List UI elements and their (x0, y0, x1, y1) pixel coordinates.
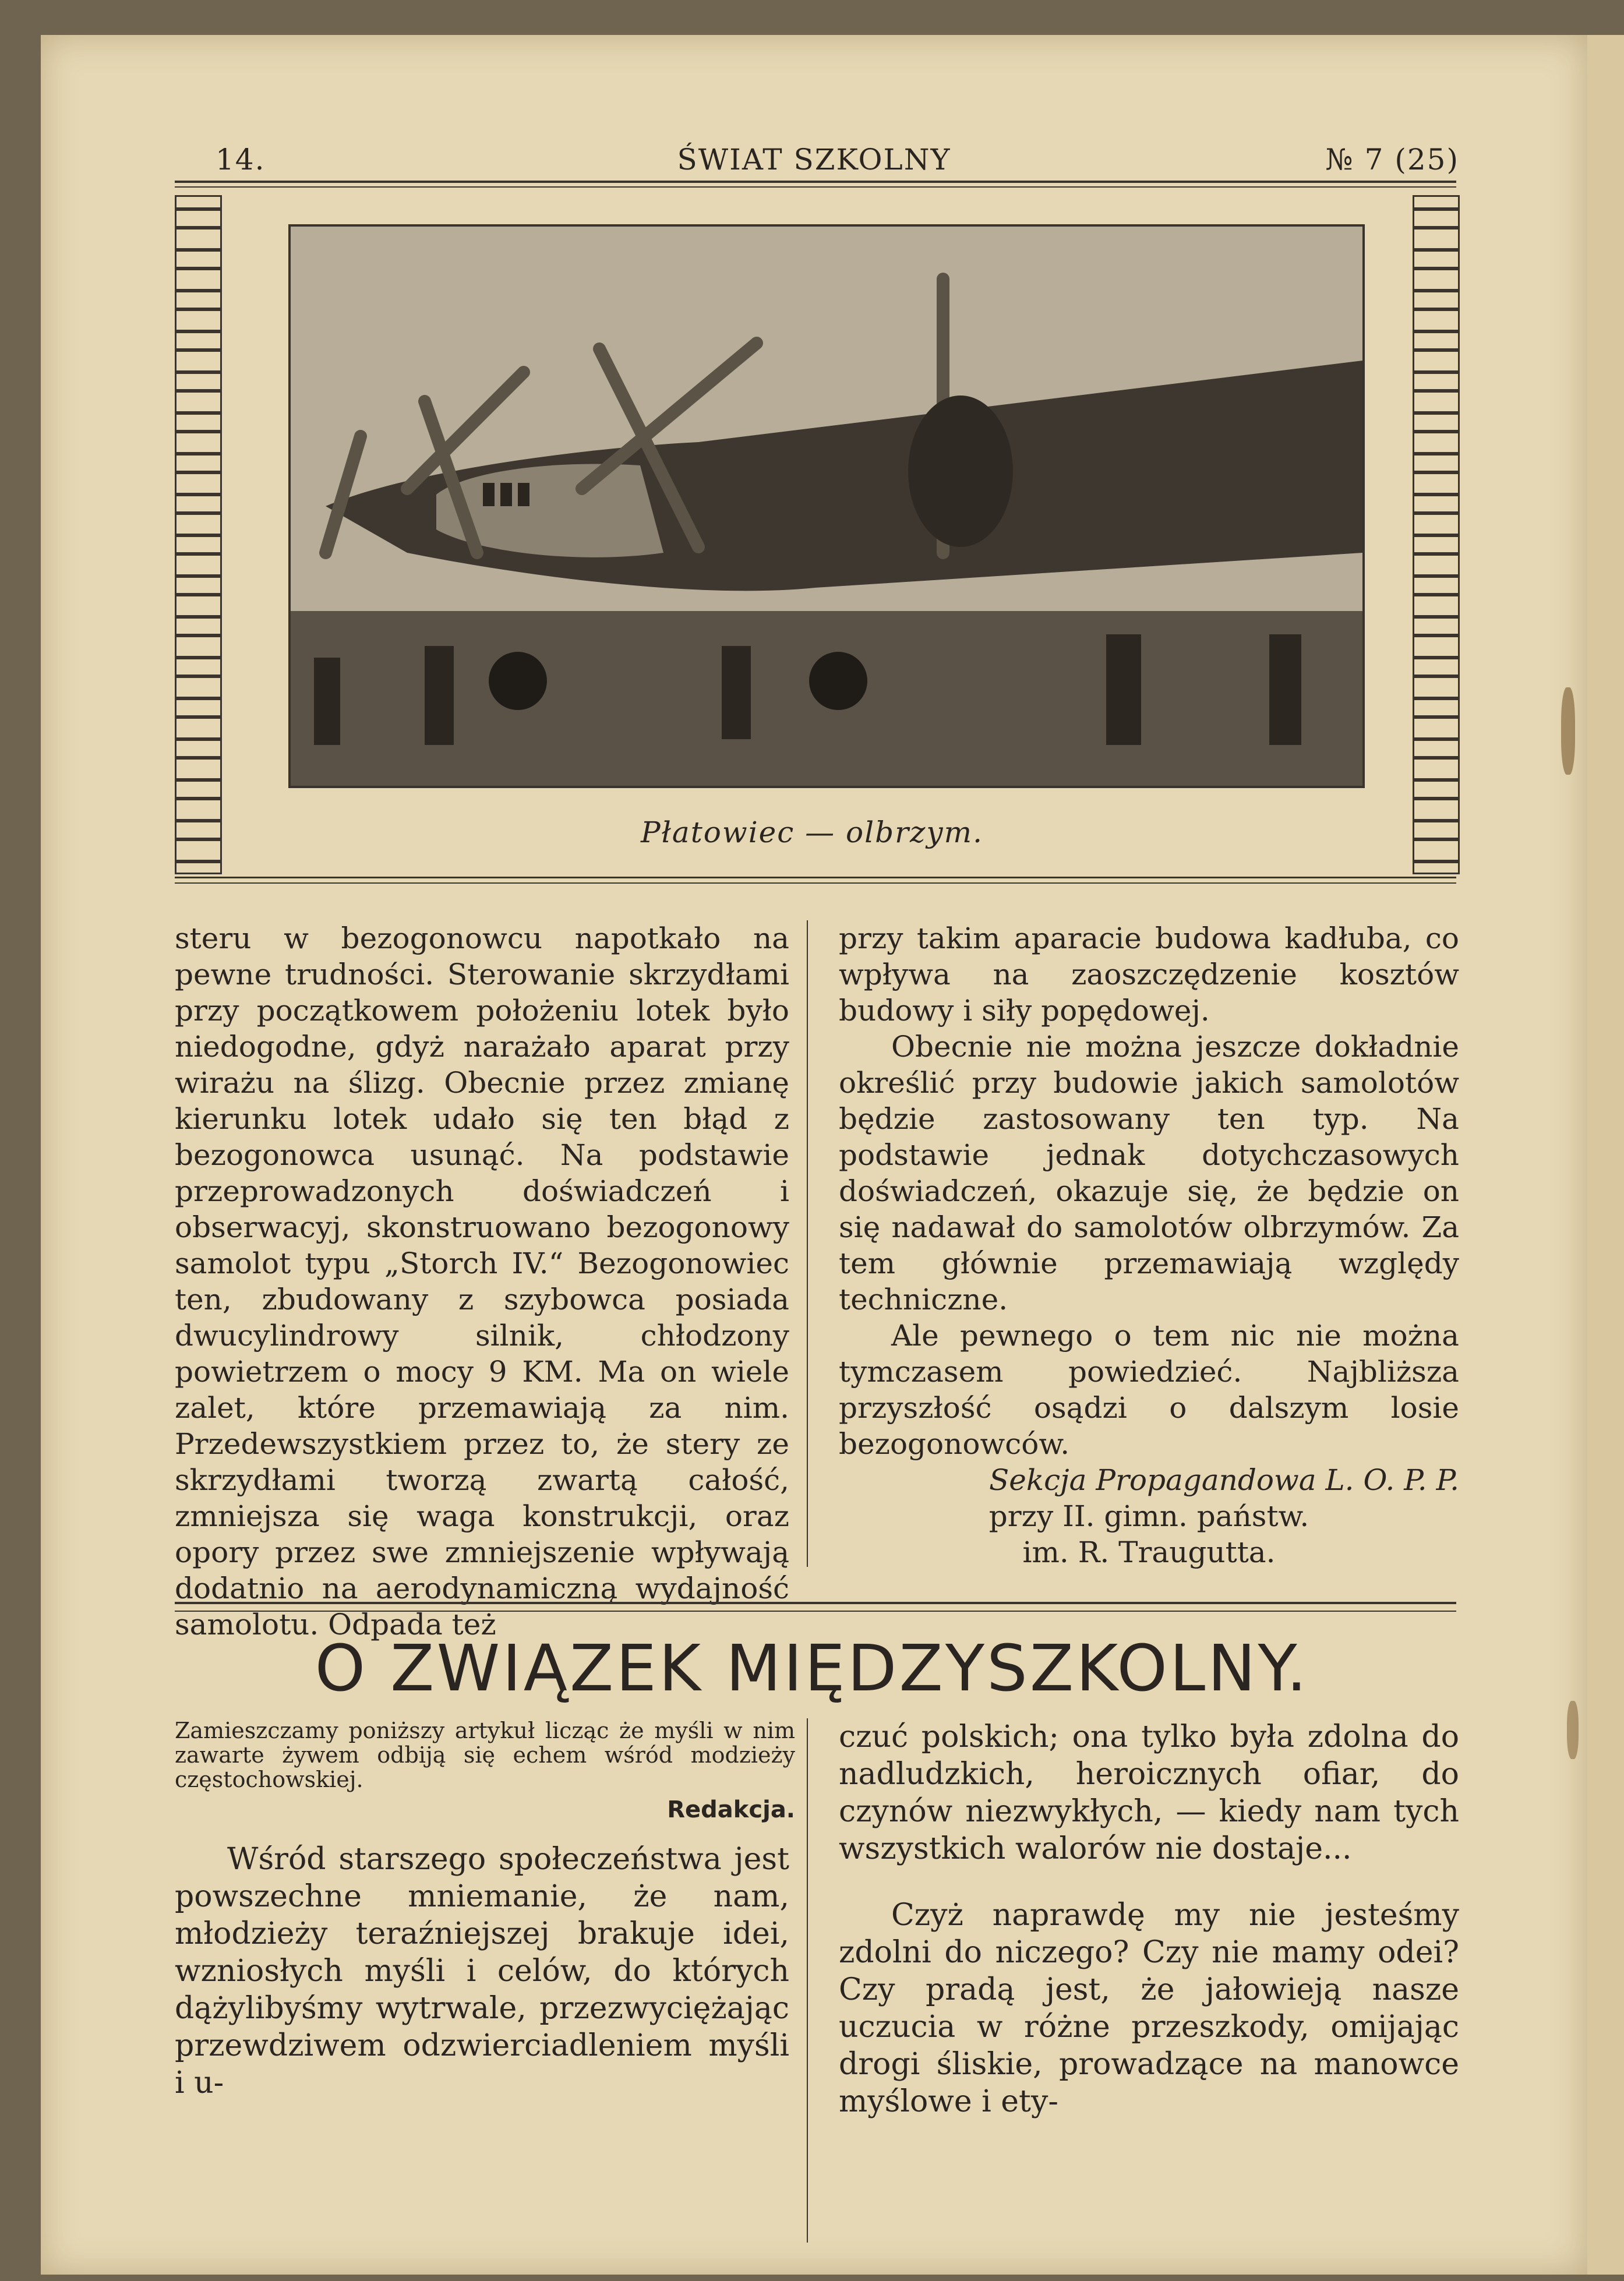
section-rule (175, 877, 1456, 878)
paragraph: Wśród starszego społeczeństwa jest powszechne mniemanie, że nam, młodzieży teraźniejszej brakuje idei, wzniosłych myśli i celów, do których dążylibyśmy wytrwale, przezwyciężając przewdziwem odzwierciadleniem myśli i u- (175, 1842, 789, 2100)
section-rule (175, 1611, 1456, 1612)
author-affiliation: przy II. gimn. państw. (988, 1499, 1309, 1533)
author-affiliation: im. R. Traugutta. (1022, 1535, 1276, 1569)
editorial-note-text: Zamieszczamy poniższy artykuł licząc że myśli w nim zawarte żywem odbiją się echem wśród modzieży częstochowskiej. (175, 1718, 795, 1792)
paragraph: steru w bezogonowcu napotkało na pewne trudności. Sterowanie skrzydłami przy początkowem położeniu lotek było niedogodne, gdyż narażało aparat przy wirażu na ślizg. Obecnie przez zmianę kierunku lotek udało się ten błąd z bezogonowca usunąć. Na podstawie przeprowadzonych doświadczeń i obserwacyj, skonstruowano bezogonowy samolot typu „Storch IV.“ Bezogonowiec ten, zbudowany z szybowca posiada dwucylindrowy silnik, chłodzony powietrzem o mocy 9 KM. Ma on wiele zalet, które przemawiają za nim. Przedewszystkiem przez to, że stery ze skrzydłami tworzą zwartą całość, zmniejsza się waga konstrukcji, oraz opory przez swe zmniejszenie wpływają dodatnio na aerodynamiczną wydajność samolotu. Odpada też (175, 921, 789, 1641)
airplane-photo (288, 224, 1365, 788)
article1-column-left (175, 920, 789, 1643)
photo-caption: Płatowiec — olbrzym. (641, 815, 983, 849)
page-header (169, 143, 1459, 181)
issue-number: № 7 (25) (1325, 143, 1459, 176)
stain-mark (1567, 1701, 1579, 1759)
article2-column-right (839, 1718, 1459, 2120)
article2-column-left (175, 1841, 789, 2102)
paragraph: Ale pewnego o tem nic nie można tymczasem powiedzieć. Najbliższa przyszłość osądzi o dalszym losie bezogonowców. (839, 1319, 1459, 1461)
ornament-border-right (1413, 195, 1460, 874)
article-title: O ZWIĄZEK MIĘDZYSZKOLNY. (315, 1631, 1309, 1706)
header-rule (175, 181, 1456, 183)
author-signature: Sekcja Propagandowa L. O. P. P. (989, 1463, 1459, 1497)
magazine-title: ŚWIAT SZKOLNY (677, 143, 951, 176)
column-divider (807, 920, 808, 1567)
paragraph: przy takim aparacie budowa kadłuba, co wpływa na zaoszczędzenie kosztów budowy i siły popędowej. (839, 921, 1459, 1027)
page-number: 14. (216, 143, 266, 176)
airplane-illustration (291, 227, 1362, 786)
ornament-border-left (175, 195, 222, 874)
editorial-signature: Redakcja. (667, 1796, 795, 1823)
article1-column-right (839, 920, 1459, 1570)
adjacent-page-edge (1587, 35, 1624, 2275)
editorial-note (175, 1718, 795, 1822)
stain-mark (1561, 687, 1575, 775)
paragraph: Obecnie nie można jeszcze dokładnie określić przy budowie jakich samolotów będzie zastosowany ten typ. Na podstawie jednak dotychczasowych doświadczeń, okazuje się, że będzie on się nadawał do samolotów olbrzymów. Za tem głównie przemawiają względy techniczne. (839, 1030, 1459, 1316)
column-divider (807, 1718, 808, 2243)
paragraph: czuć polskich; ona tylko była zdolna do nadludzkich, heroicznych ofiar, do czynów niezwykłych, — kiedy nam tych wszystkich walorów nie dostaje... (839, 1719, 1459, 1866)
header-rule (175, 186, 1456, 188)
paragraph: Czyż naprawdę my nie jesteśmy zdolni do niczego? Czy nie mamy odei? Czy pradą jest, że jałowieją nasze uczucia w różne przeszkody, omijając drogi śliskie, prowadzące na manowce myślowe i ety- (839, 1898, 1459, 2119)
section-rule (175, 882, 1456, 884)
section-rule (175, 1602, 1456, 1604)
